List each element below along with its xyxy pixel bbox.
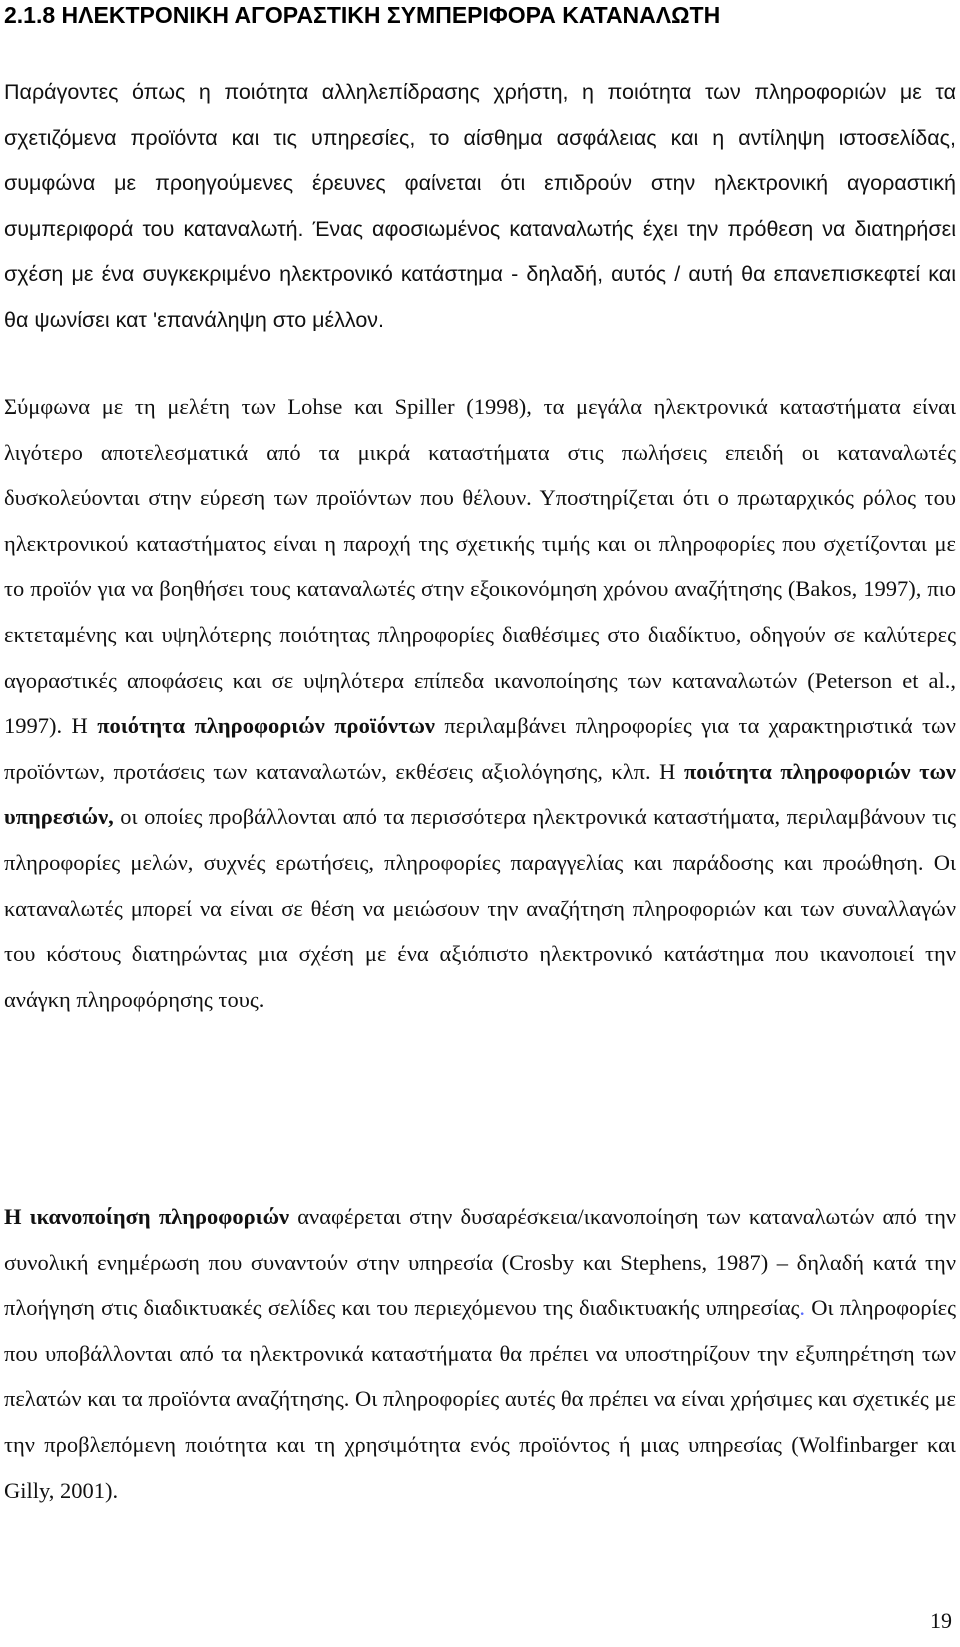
paragraph-3-text-2: Οι πληροφορίες που υποβάλλονται από τα ηλεκτρονικά καταστήματα θα πρέπει να υποστηρίζουν την εξυπηρέτηση των πελατών και τα προϊόντα αναζήτησης. Οι πληροφορίες αυτές θα πρέπει να είναι χρήσιμες και σχετικές με την προβλεπόμενη ποιότητα και τη χρησιμότητα ενός προϊόντος ή μιας υπηρεσίας (Wolfinbarger και Gilly, 2001). <box>4 1295 956 1503</box>
paragraph-2-text-3: οι οποίες προβάλλονται από τα περισσότερα ηλεκτρονικά καταστήματα, περιλαμβάνουν τις πληροφορίες μελών, συχνές ερωτήσεις, πληροφορίες παραγγελίας και παράδοσης και προώθηση. Οι καταναλωτές μπορεί να είναι σε θέση να μειώσουν την αναζήτηση πληροφοριών και των συναλλαγών του κόστους διατηρώντας μια σχέση με ένα αξιόπιστο ηλεκτρονικό κατάστημα που ικανοποιεί την ανάγκη πληροφόρησης τους. <box>4 804 956 1012</box>
paragraph-3-text-1: αναφέρεται στην δυσαρέσκεια/ικανοποίηση των καταναλωτών από την συνολική ενημέρωση που συναντούν στην υπηρεσία (Crosby και Stephens, 1987) – δηλαδή κατά την πλοήγηση στις διαδικτυακές σελίδες και του περιεχόμενου της διαδικτυακής υπηρεσίας <box>4 1204 957 1321</box>
bold-term-service-info: ποιότητα πληροφοριών των υπηρεσιών, <box>4 758 956 830</box>
colored-period: . <box>799 1295 806 1321</box>
bold-term-info-satisfaction: Η ικανοποίηση πληροφοριών <box>4 1204 290 1229</box>
paragraph-2-text-1: Σύμφωνα με τη μελέτη των Lohse και Spiller (1998), τα μεγάλα ηλεκτρονικά καταστήματα είναι λιγότερο αποτελεσματικά από τα μικρά καταστήματα στις πωλήσεις επειδή οι καταναλωτές δυσκολεύονται στην εύρεση των προϊόντων που θέλουν. Υποστηρίζεται ότι ο πρωταρχικός ρόλος του ηλεκτρονικού καταστήματος είναι η παροχή της σχετικής τιμής και οι πληροφορίες που σχετίζονται με το προϊόν για να βοηθήσει τους καταναλωτές στην εξοικονόμηση χρόνου αναζήτησης (Bakos, 1997), πιο εκτεταμένης και υψηλότερης ποιότητας πληροφορίες διαθέσιμες στο διαδίκτυο, οδηγούν σε καλύτερες αγοραστικές αποφάσεις και σε υψηλότερα επίπεδα ικανοποίησης των καταναλωτών (Peterson et al., 1997). Η <box>4 394 956 739</box>
section-heading: 2.1.8 ΗΛΕΚΤΡΟΝΙΚΗ ΑΓΟΡΑΣΤΙΚΗ ΣΥΜΠΕΡΙΦΟΡΑ ΚΑΤΑΝΑΛΩΤΗ <box>4 2 721 28</box>
paragraph-1: Παράγοντες όπως η ποιότητα αλληλεπίδρασης χρήστη, η ποιότητα των πληροφοριών με τα σχετιζόμενα προϊόντα και τις υπηρεσίες, το αίσθημα ασφάλειας και η αντίληψη ιστοσελίδας, συμφώνα με προηγούμενες έρευνες φαίνεται ότι επιδρούν στην ηλεκτρονική αγοραστική συμπεριφορά του καταναλωτή. Ένας αφοσιωμένος καταναλωτής έχει την πρόθεση να διατηρήσει σχέση με ένα συγκεκριμένο ηλεκτρονικό κατάστημα - δηλαδή, αυτός / αυτή θα επανεπισκεφτεί και θα ψωνίσει κατ 'επανάληψη στο μέλλον. <box>4 80 956 332</box>
paragraph-2 <box>4 384 956 1022</box>
paragraph-2-text-2: περιλαμβάνει πληροφορίες για τα χαρακτηριστικά των προϊόντων, προτάσεις των καταναλωτών, εκθέσεις αξιολόγησης, κλπ. Η <box>4 713 956 784</box>
page-number: 19 <box>930 1608 952 1633</box>
bold-term-product-info: ποιότητα πληροφοριών προϊόντων <box>97 713 435 739</box>
paragraph-3 <box>4 1194 956 1513</box>
